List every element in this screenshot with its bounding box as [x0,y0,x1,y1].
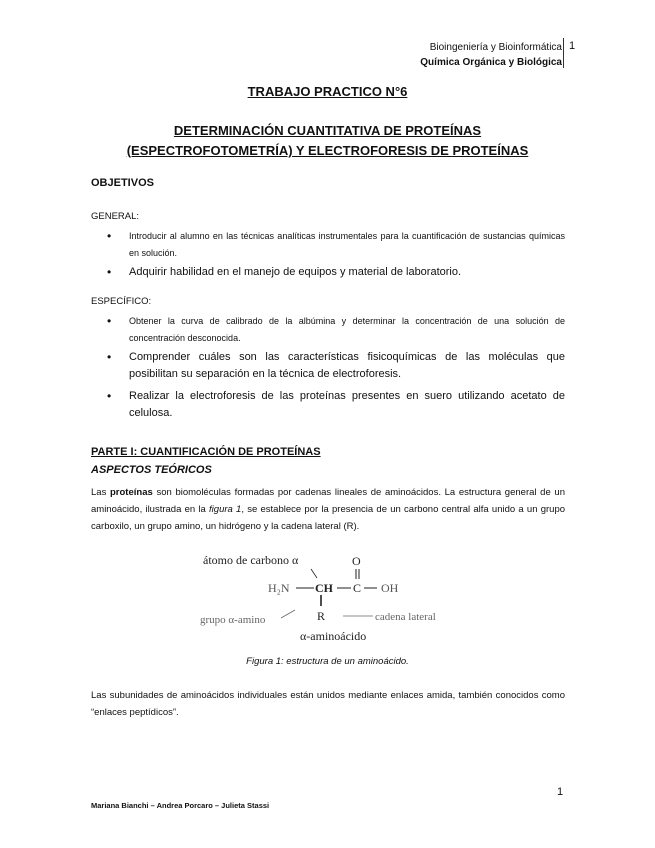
especifico-list [107,313,565,427]
list-item: • Comprender cuáles son las características fisicoquímicas de las moléculas que posibilitan su separación en la técnica de electroforesis. [107,349,565,383]
text-run: son biomoléculas formadas por cadenas lineales de aminoácidos. La estructura general de un aminoácido, ilustrada en la [91,487,565,515]
document-title: TRABAJO PRACTICO N°6 [247,84,408,99]
header-line1: Bioingeniería y Bioinformática [429,42,562,53]
list-item: • Realizar la electroforesis de las proteínas presentes en suero utilizando acetato de celulosa. [107,388,565,422]
figure-caption: Figura 1: estructura de un aminoácido. [246,656,409,667]
amino-group-pointer [281,610,295,618]
figure-reference: figura 1 [209,504,242,515]
atom-ch: CH [315,581,333,595]
parte1-heading: PARTE I: CUANTIFICACIÓN DE PROTEÍNAS [91,446,321,458]
document-subtitle: DETERMINACIÓN CUANTITATIVA DE PROTEÍNAS (ESPECTROFOTOMETRÍA) Y ELECTROFORESIS DE PROTEÍNAS [126,123,529,158]
atom-oxygen: O [352,554,361,568]
aspectos-heading: ASPECTOS TEÓRICOS [91,464,212,476]
label-alpha-aminoacid: α-aminoácido [300,629,367,643]
group-amine: H₂N [268,581,290,595]
footer-authors: Mariana Bianchi – Andrea Porcaro – Julieta Stassi [91,801,270,810]
amino-acid-structure-figure [195,548,465,648]
text-run: , se establece por la presencia de un carbono central alfa unido a un grupo carboxilo, un grupo amino, un hidrógeno y la cadena lateral (R). [91,504,566,532]
alpha-carbon-pointer [311,569,317,578]
term-proteinas: proteínas [110,487,153,498]
header-divider [563,38,564,68]
objetivos-heading: OBJETIVOS [91,177,154,189]
label-amino-group: grupo α-amino [200,614,266,626]
atom-carbon: C [353,581,362,595]
group-hydroxyl: OH [381,581,399,595]
label-alpha-carbon: átomo de carbono α [203,553,299,567]
header-page-number: 1 [569,40,576,52]
general-label: GENERAL: [91,211,140,222]
especifico-label: ESPECÍFICO: [91,296,152,307]
paragraph-enlaces: Las subunidades de aminoácidos individuales están unidos mediante enlaces amida, también conocidos como “enlaces peptídicos”. [91,690,565,718]
footer-page-number: 1 [557,786,564,798]
paragraph-proteinas [91,484,565,535]
list-item: • Obtener la curva de calibrado de la albúmina y determinar la concentración de una solución de concentración desconocida. [107,313,565,347]
header-course [420,40,562,70]
list-item: • Introducir al alumno en las técnicas analíticas instrumentales para la cuantificación de sustancias químicas en solución. [107,228,565,262]
header-line2: Química Orgánica y Biológica [420,57,562,68]
general-list [107,228,565,286]
text-run: Las [91,487,110,498]
list-item: • Adquirir habilidad en el manejo de equipos y material de laboratorio. [107,264,565,281]
label-side-chain: cadena lateral [375,611,436,623]
side-chain-r: R [317,609,326,623]
